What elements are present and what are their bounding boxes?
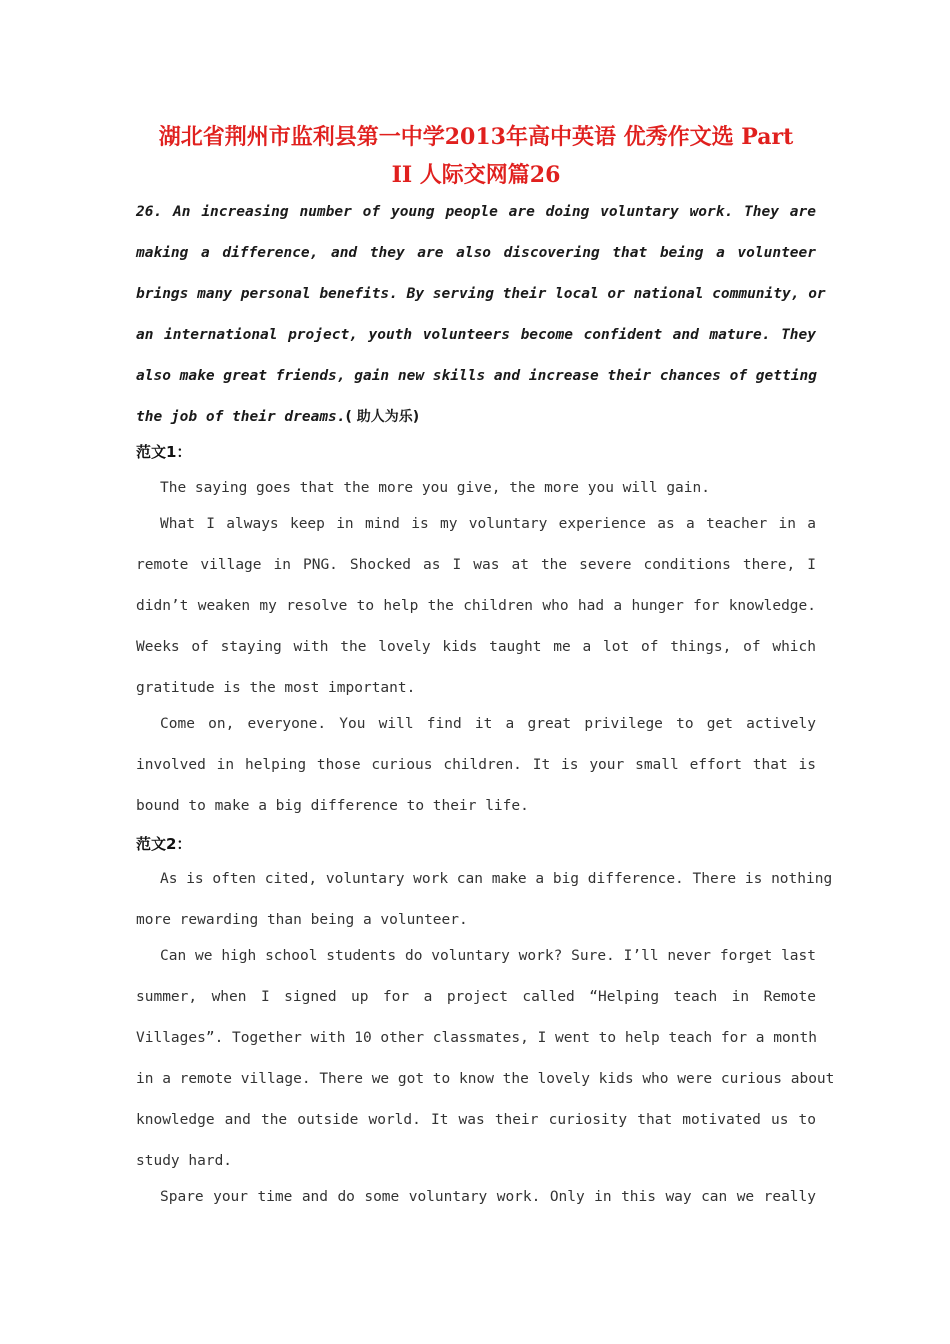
essay1-line: didn’t weaken my resolve to help the children who had a hunger for knowledge.: [136, 598, 816, 614]
essay2-line: Can we high school students do voluntary work? Sure. I’ll never forget last: [160, 948, 816, 964]
essay2-line: summer, when I signed up for a project called “Helping teach in Remote: [136, 989, 816, 1005]
prompt-line: 26. An increasing number of young people are doing voluntary work. They are: [136, 204, 816, 220]
prompt-line: brings many personal benefits. By serving their local or national community, or: [136, 286, 826, 302]
essay1-line: involved in helping those curious children. It is your small effort that is: [136, 757, 816, 773]
essay2-line: study hard.: [136, 1153, 233, 1169]
essay-prompt: [136, 192, 826, 438]
prompt-last-text: the job of their dreams.: [136, 409, 346, 425]
essay2-line: Villages”. Together with 10 other classmates, I went to help teach for a month: [136, 1030, 817, 1046]
prompt-line: making a difference, and they are also discovering that being a volunteer: [136, 245, 816, 261]
prompt-topic-tag: ( 助人为乐): [345, 409, 420, 425]
essay1-line: Come on, everyone. You will find it a great privilege to get actively: [160, 716, 816, 732]
essay2-label: 范文2：: [136, 835, 192, 853]
essay1-line: The saying goes that the more you give, the more you will gain.: [160, 480, 710, 496]
essay2-line: in a remote village. There we got to know the lovely kids who were curious about: [136, 1071, 835, 1087]
essay2-line: As is often cited, voluntary work can make a big difference. There is nothing: [160, 871, 833, 887]
essay2-line: more rewarding than being a volunteer.: [136, 912, 468, 928]
essay1-body: [136, 468, 816, 827]
prompt-line-last: [136, 397, 816, 438]
essay1-line: bound to make a big difference to their life.: [136, 798, 529, 814]
essay1-line: gratitude is the most important.: [136, 680, 416, 696]
document-title: [136, 118, 816, 194]
essay2-body: [136, 859, 835, 1218]
essay1-line: remote village in PNG. Shocked as I was at the severe conditions there, I: [136, 557, 816, 573]
title-line-1: 湖北省荆州市监利县第一中学2013年高中英语 优秀作文选 Part: [158, 124, 794, 150]
essay2-line: knowledge and the outside world. It was their curiosity that motivated us to: [136, 1112, 816, 1128]
prompt-line: an international project, youth volunteers become confident and mature. They: [136, 327, 816, 343]
essay1-line: What I always keep in mind is my voluntary experience as a teacher in a: [160, 516, 816, 532]
essay1-label: 范文1：: [136, 443, 192, 461]
prompt-line: also make great friends, gain new skills and increase their chances of getting: [136, 368, 817, 384]
essay2-line: Spare your time and do some voluntary work. Only in this way can we really: [160, 1189, 816, 1205]
title-line-2: II 人际交网篇26: [391, 162, 561, 188]
essay1-line: Weeks of staying with the lovely kids taught me a lot of things, of which: [136, 639, 816, 655]
